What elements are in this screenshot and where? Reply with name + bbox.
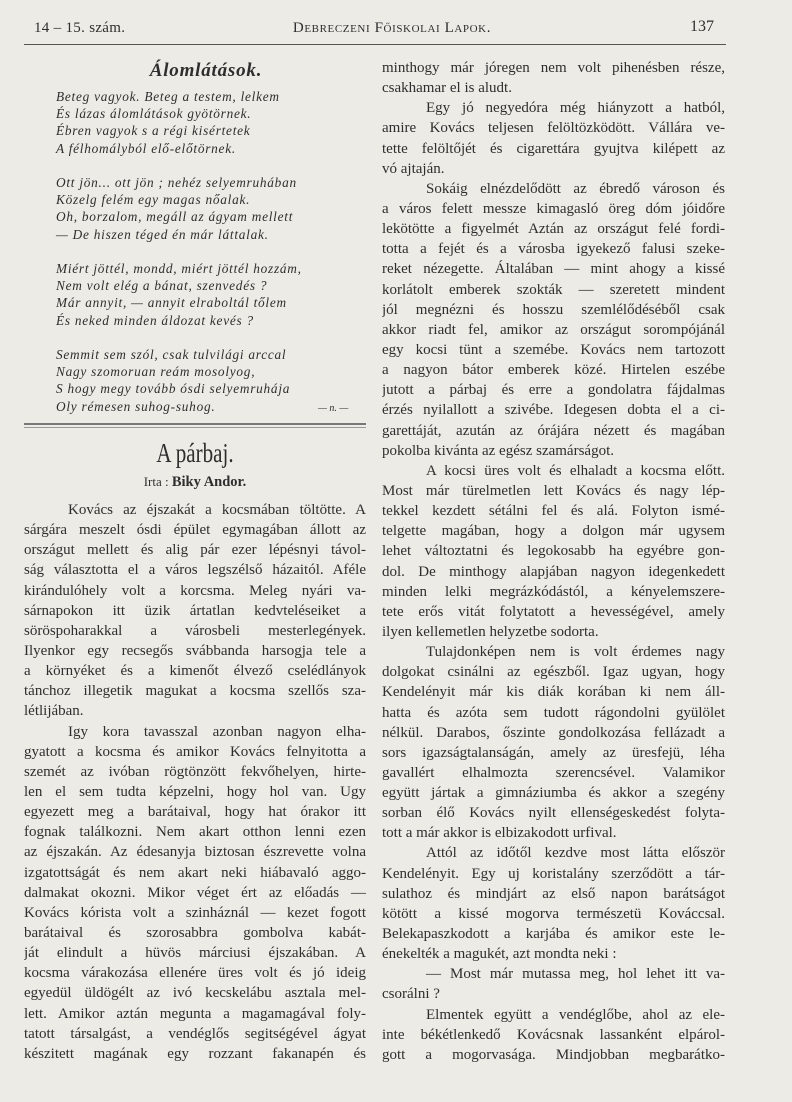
poem-line: Közelg felém egy magas nőalak. — [56, 192, 251, 208]
poem-line: Nem volt elég a bánat, szenvedés ? — [56, 278, 268, 294]
text-line: kötött a kissé mogorva természetü Kováccsal. — [382, 905, 725, 922]
text-line: sorban élő Kovács nyilt ellenségeskedést folyta- — [382, 805, 725, 822]
poem-line: S hogy megy tovább ósdi selyemruhája — [56, 381, 291, 397]
text-line: Elmentek együtt a vendéglőbe, ahol az ele- — [426, 1006, 725, 1023]
poem-stanza — [56, 260, 366, 329]
text-line: a város felett messze kimagasló öreg dóm jóidőre — [382, 200, 725, 217]
text-line: reket nézegette. Általában — mint ahogy a kissé — [382, 261, 725, 278]
paragraph — [24, 500, 366, 722]
poem-line: Ott jön... ott jön ; nehéz selyemruhában — [56, 175, 297, 190]
text-line: lekötötte a figyelmét Aztán az országut felé fordi- — [382, 221, 725, 238]
text-line: a környéket és a kimenőt élvező cselédlányok — [24, 663, 366, 680]
text-line: egy kocsi tünt a szemébe. Kovács nem tartozott — [382, 341, 725, 358]
poem-title: Álomlátások. — [149, 60, 263, 81]
text-line: totta a fejét és a városba igyekező falusi szeke- — [382, 241, 725, 258]
author-name: Biky Andor. — [171, 474, 247, 490]
text-line: az éjszakán. Az édesanyja biztosan észrevette volna — [24, 844, 366, 861]
paragraph — [382, 843, 725, 964]
poem-body — [56, 88, 366, 432]
text-line: csakhamar el is aludt. — [382, 80, 512, 97]
text-line: Kendelényit már kis diák korában ki nem áll- — [382, 684, 725, 701]
text-line: tánchoz illegetik magukat a kocsma szellős sza- — [24, 683, 366, 700]
text-line: jutott a párbaj és erre a gondolatra fájdalmas — [382, 382, 725, 399]
paragraph — [382, 642, 725, 843]
text-line: Attól az időtől kezdve most látta először — [426, 845, 725, 862]
text-line: Egy jó negyedóra még hiányzott a hatból, — [426, 100, 725, 117]
text-line: akkor riadt fel, amikor az országut sorompójánál — [382, 321, 725, 338]
text-line: sárgára meszelt ósdi épület egymagában állott az — [24, 522, 366, 539]
text-line: dol. De minthogy alapjában nagyon idegenkedett — [382, 563, 725, 580]
poem-line: Semmit sem szól, csak tulvilági arccal — [56, 347, 287, 362]
text-line: sulathoz és mindjárt az első napon barátságot — [382, 885, 725, 902]
text-line: jól megnézni és hosszu szemlélődéséből csak — [382, 301, 725, 318]
text-line: garettáját, azután az órájára nézett és magában — [382, 422, 725, 439]
text-line: nélkül. Darabos, őszinte gondolkozása fellázadt a — [382, 724, 725, 741]
text-line: a nagyon bátor emberek közé. Hirtelen eszébe — [382, 362, 725, 379]
text-line: minthogy már jóregen nem volt pihenésben része, — [382, 60, 725, 76]
section-divider-thin — [24, 427, 366, 428]
text-line: len el sem tudta képzelni, hogy hol van. Ugy — [24, 783, 366, 800]
poem-signature: — n. — — [318, 403, 349, 414]
text-line: ját elindult a hüvös márciusi éjszakában. A — [24, 945, 366, 962]
paragraph — [382, 98, 725, 179]
text-line: készitett magának egy rozzant fakanapén és — [24, 1045, 366, 1062]
text-line: minden lelki megrázkódástól, a kényelemszere- — [382, 583, 725, 600]
text-line: Tulajdonképen nem is volt érdemes nagy — [426, 644, 725, 661]
paragraph — [382, 179, 725, 461]
text-line: Most már türelmetlen lett Kovács és nagy lép- — [382, 482, 725, 499]
byline — [24, 474, 366, 491]
poem-line: Oly rémesen suhog-suhog. — [56, 398, 216, 414]
text-line: gyatott a kocsma és amikor Kovács felnyitotta a — [24, 743, 366, 760]
poem-line: A félhomályból elő-előtörnek. — [56, 140, 236, 156]
text-line: gavallért elhalmozta szerencsével. Valamikor — [382, 764, 725, 781]
text-line: hatta és azóta sem tudott rágondolni gyülölet — [382, 704, 725, 721]
poem-stanza — [56, 88, 366, 157]
text-line: — Most már mutassa meg, hol lehet itt va- — [426, 966, 725, 983]
text-line: A kocsi üres volt és elhaladt a kocsma előtt. — [426, 462, 725, 479]
text-line: kirándulóhely volt a korcsma. Meleg nyári va- — [24, 582, 366, 599]
paragraph — [24, 722, 366, 1064]
text-line: Belekapaszkodott a karjába és amikor este le- — [382, 926, 725, 943]
text-line: egyedül üldögélt az ivó kecskelábu asztala mel- — [24, 985, 366, 1002]
text-line: énekelték a magukét, azt mondta neki : — [382, 946, 617, 963]
paragraph — [382, 964, 725, 1004]
issue-number: 14 – 15. szám. — [34, 20, 126, 36]
text-line: amire Kovács teljesen felöltözködött. Vállára ve- — [382, 120, 725, 137]
text-line: söröspoharakkal a városbeli mesterlegények. — [24, 622, 366, 639]
poem-line: Beteg vagyok. Beteg a testem, lelkem — [56, 89, 280, 104]
poem-line: És lázas álomlátások gyötörnek. — [56, 106, 252, 122]
text-line: létlijában. — [24, 703, 84, 720]
text-line: telgette magában, hogy a dolgon már ugysem — [382, 523, 725, 540]
text-line: korlátolt emberek szokták — szeretett mindent — [382, 281, 725, 298]
poem-line: Ébren vagyok s a régi kisértetek — [56, 123, 251, 139]
poem-line: Miért jöttél, mondd, miért jöttél hozzám, — [56, 261, 302, 276]
paragraph — [382, 58, 725, 98]
text-line: inte békétlenkedő Kovácsnak lassanként elpárol- — [382, 1026, 725, 1043]
text-line: szemét az ivóban rögtönzött fekvőhelyen, hirte- — [24, 763, 366, 780]
text-line: izgatottságát és nem akart neki hiábavaló aggo- — [24, 864, 366, 881]
text-line: dalmakat okozni. Mikor véget ért az előadás — — [24, 884, 366, 901]
text-line: Igy kora tavasszal azonban nagyon elha- — [68, 723, 366, 740]
text-line: tete erős vitát folytatott a hevességével, amely — [382, 603, 725, 620]
paragraph — [382, 461, 725, 642]
paragraph — [382, 1005, 725, 1065]
text-line: vó ajtaján. — [382, 160, 445, 177]
story-title: A párbaj. — [156, 438, 234, 468]
text-line: ság választotta el a város legszélső házaitól. Aféle — [24, 562, 366, 579]
text-line: ilyen kellemetlen helyzetbe sodorta. — [382, 623, 599, 640]
text-line: dolgokat csinálni az egészből. Igaz ugyan, hogy — [382, 664, 725, 681]
text-line: együtt jártak a gimnáziumba és akkor a szegény — [382, 785, 725, 802]
header-rule — [24, 44, 726, 45]
poem-line: És neked minden áldozat kevés ? — [56, 312, 254, 328]
text-line: Ilyenkor egy recsegős svábbanda harsogja tele a — [24, 642, 366, 659]
text-line: csorálni ? — [382, 986, 440, 1003]
poem-stanza — [56, 174, 366, 243]
text-line: országut mellett és alig pár ezer lépésnyi távol- — [24, 542, 366, 559]
poem-line: Már annyit, — annyit elraboltál tőlem — [56, 295, 287, 311]
text-line: lett. Amikor aztán megunta a magamagával foly- — [24, 1005, 366, 1022]
text-line: Kovács az éjszakát a kocsmában töltötte. A — [68, 502, 366, 518]
text-line: fognak találkozni. Nem akart otthon lenni ezen — [24, 824, 366, 841]
left-column-text — [24, 500, 366, 1064]
text-line: sárnapokon itt üzik ártatlan kedvteléseiket a — [24, 602, 366, 619]
text-line: tatott társalgást, a vendéglős segitségével ágyat — [24, 1025, 366, 1042]
text-line: lehet változtatni és legokosabb ha egyébre gon- — [382, 543, 725, 560]
page-number: 137 — [690, 18, 714, 35]
text-line: sors igazságtalanságán, amely az üresfejü, léha — [382, 744, 725, 761]
poem-line: Oh, borzalom, megáll az ágyam mellett — [56, 209, 294, 225]
text-line: barátaival és szorosabbra gombolva kabát- — [24, 924, 366, 941]
text-line: tekkel kezdett sétálni fel és alá. Folyton ismé- — [382, 503, 725, 520]
poem-line: Nagy szomoruan reám mosolyog, — [56, 364, 256, 380]
text-line: egyezett meg a barátaival, hogy hat órakor itt — [24, 804, 366, 821]
section-divider — [24, 423, 366, 425]
text-line: Sokáig elnézdelődött az ébredő városon és — [426, 180, 725, 197]
text-line: gott a mogorvasága. Mindjobban megbarátko- — [382, 1046, 725, 1063]
text-line: kocsma várakozása ellenére üres volt és jó ideig — [24, 965, 366, 982]
text-line: tott a már akkor is elbizakodott urfival. — [382, 825, 617, 842]
poem-line: — De hiszen téged én már láttalak. — [56, 226, 269, 242]
text-line: pokolba kivánta az egész szamárságot. — [382, 442, 614, 459]
text-line: tette felöltőjét és cigarettára gyujtva kilépett az — [382, 140, 725, 157]
text-line: Kovács kórista volt a szinháznál — kezet fogott — [24, 904, 366, 921]
text-line: Kendelényit. Egy uj koristalány szerződött a tár- — [382, 865, 725, 882]
byline-prefix: Irta : — [143, 474, 169, 489]
text-line: érzés nyilallott a szivébe. Idegesen dobta el a ci- — [382, 402, 725, 419]
right-column-text — [382, 58, 725, 1065]
publication-title: Debreczeni Főiskolai Lapok. — [292, 20, 492, 36]
